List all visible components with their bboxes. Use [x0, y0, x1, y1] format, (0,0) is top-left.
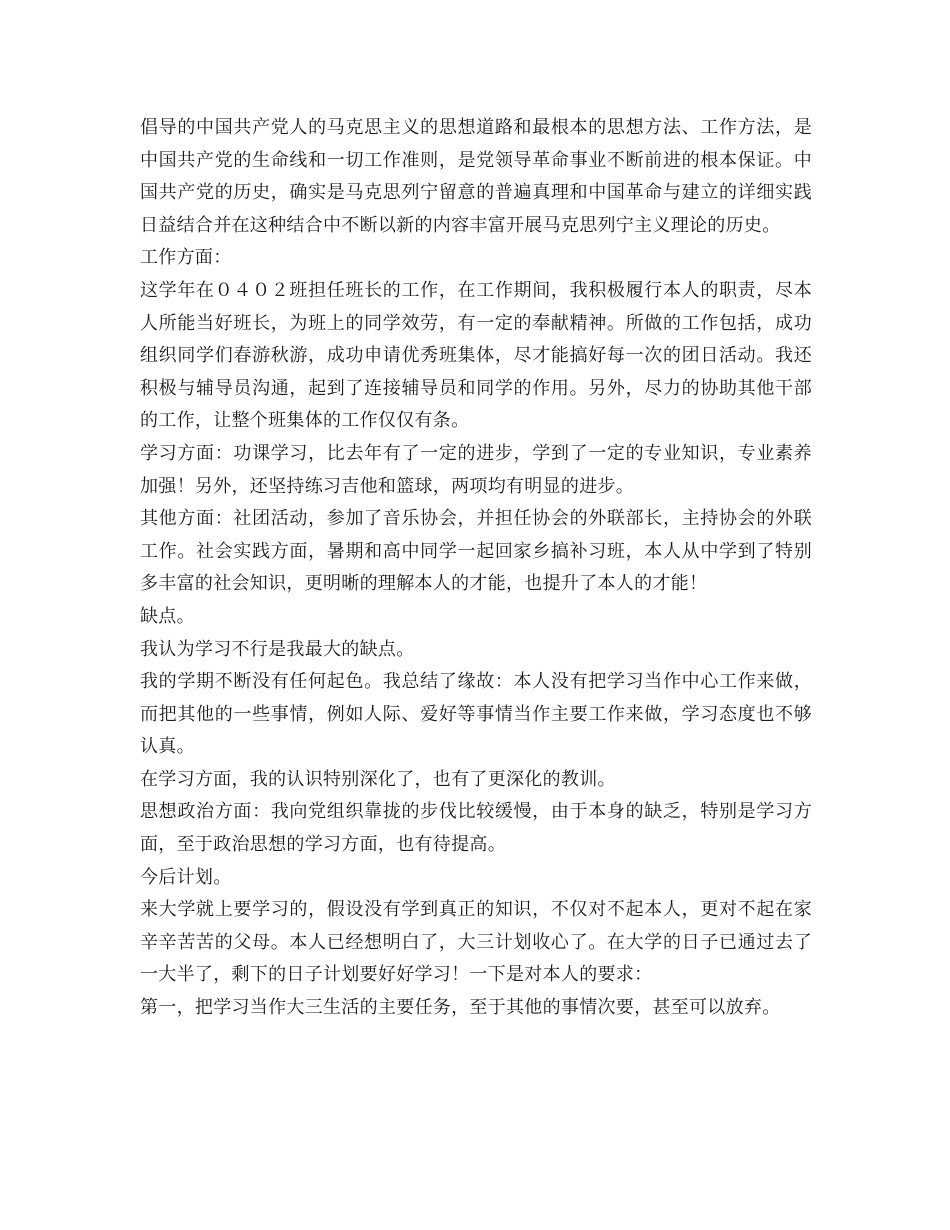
paragraph-study: 学习方面：功课学习，比去年有了一定的进步，学到了一定的专业知识，专业素养加强！另外，还坚持练习吉他和篮球，两项均有明显的进步。: [140, 442, 812, 497]
document-body: [140, 112, 812, 1025]
paragraph-reasons: 我的学期不断没有任何起色。我总结了缘故：本人没有把学习当作中心工作来做，而把其他的一些事情，例如人际、爱好等事情当作主要工作来做，学习态度也不够认真。: [140, 671, 812, 758]
heading-work: 工作方面：: [140, 247, 232, 269]
paragraph-lessons: 在学习方面，我的认识特别深化了，也有了更深化的教训。: [140, 768, 616, 790]
paragraph-other: 其他方面：社团活动，参加了音乐协会，并担任协会的外联部长，主持协会的外联工作。社会实践方面，暑期和高中同学一起回家乡搞补习班，本人从中学到了特别多丰富的社会知识，更明晰的理解本人的才能，也提升了本人的才能！: [140, 508, 812, 595]
heading-shortcomings: 缺点。: [140, 605, 195, 627]
paragraph-intro: 倡导的中国共产党人的马克思主义的思想道路和最根本的思想方法、工作方法，是中国共产党的生命线和一切工作准则，是党领导革命事业不断前进的根本保证。中国共产党的历史，确实是马克思列宁留意的普遍真理和中国革命与建立的详细实践日益结合并在这种结合中不断以新的内容丰富开展马克思列宁主义理论的历史。: [140, 117, 812, 236]
paragraph-requirement-one: 第一，把学习当作大三生活的主要任务，至于其他的事情次要，甚至可以放弃。: [140, 997, 781, 1019]
paragraph-plan: 来大学就上要学习的，假设没有学到真正的知识，不仅对不起本人，更对不起在家辛辛苦苦的父母。本人已经想明白了，大三计划收心了。在大学的日子已通过去了一大半了，剩下的日子计划要好好学习！一下是对本人的要求：: [140, 899, 812, 986]
paragraph-biggest-shortcoming: 我认为学习不行是我最大的缺点。: [140, 638, 415, 660]
heading-future-plan: 今后计划。: [140, 866, 232, 888]
paragraph-political: 思想政治方面：我向党组织靠拢的步伐比较缓慢，由于本身的缺乏，特别是学习方面，至于政治思想的学习方面，也有待提高。: [140, 801, 812, 856]
paragraph-work: 这学年在０４０２班担任班长的工作，在工作期间，我积极履行本人的职责，尽本人所能当好班长，为班上的同学效劳，有一定的奉献精神。所做的工作包括，成功组织同学们春游秋游，成功申请优秀班集体，尽才能搞好每一次的团日活动。我还积极与辅导员沟通，起到了连接辅导员和同学的作用。另外，尽力的协助其他干部的工作，让整个班集体的工作仅仅有条。: [140, 279, 812, 432]
